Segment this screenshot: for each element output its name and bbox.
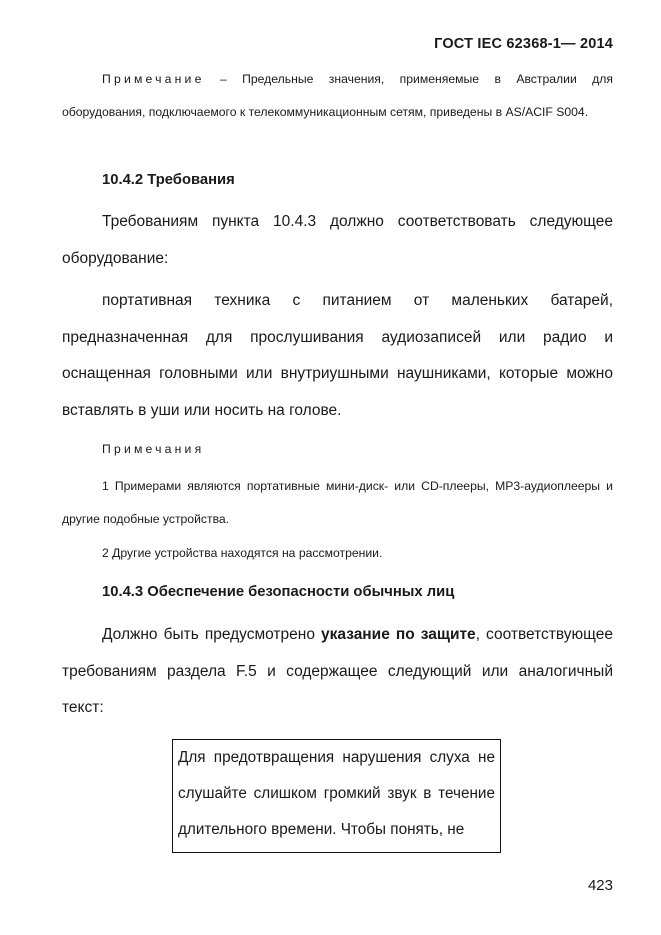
note-text: – Предельные значения, применяемые в Австралии для оборудования, подключаемого к телекоммуникационным сетям, приведены в AS/ACIF S004. — [62, 72, 613, 119]
protection-instruction-paragraph — [62, 617, 613, 727]
requirements-paragraph: Требованиям пункта 10.4.3 должно соответствовать следующее оборудование: — [62, 213, 613, 267]
note-paragraph — [62, 63, 613, 129]
warning-text: Для предотвращения нарушения слуха не слушайте слишком громкий звук в течение длительного времени. Чтобы понять, не — [178, 749, 495, 838]
notes-label: Примечания — [102, 442, 205, 456]
note-item-1: 1 Примерами являются портативные мини-диск- или CD-плееры, MP3-аудиоплееры и другие подобные устройства. — [62, 479, 613, 526]
page-number: 423 — [587, 877, 613, 894]
section-title-10-4-2: 10.4.2 Требования — [102, 172, 235, 188]
section-title-10-4-3: 10.4.3 Обеспечение безопасности обычных лиц — [102, 584, 455, 600]
paragraph-text-end: , соответствующее требованиям раздела F.5 и содержащее следующий или аналогичный текст: — [62, 626, 613, 716]
paragraph-bold-term: указание по защите — [321, 626, 476, 643]
warning-text-box — [172, 739, 501, 853]
document-header: ГОСТ IEC 62368-1— 2014 — [434, 36, 613, 52]
paragraph-text-start: Должно быть предусмотрено — [102, 626, 321, 643]
note-item-2: 2 Другие устройства находятся на рассмотрении. — [102, 546, 383, 560]
note-label: Примечание — [102, 72, 205, 86]
equipment-description-paragraph: портативная техника с питанием от маленьких батарей, предназначенная для прослушивания аудиозаписей или радио и оснащенная головными или внутриушными наушниками, которые можно вставлять в уши или носить на голове. — [62, 292, 613, 419]
